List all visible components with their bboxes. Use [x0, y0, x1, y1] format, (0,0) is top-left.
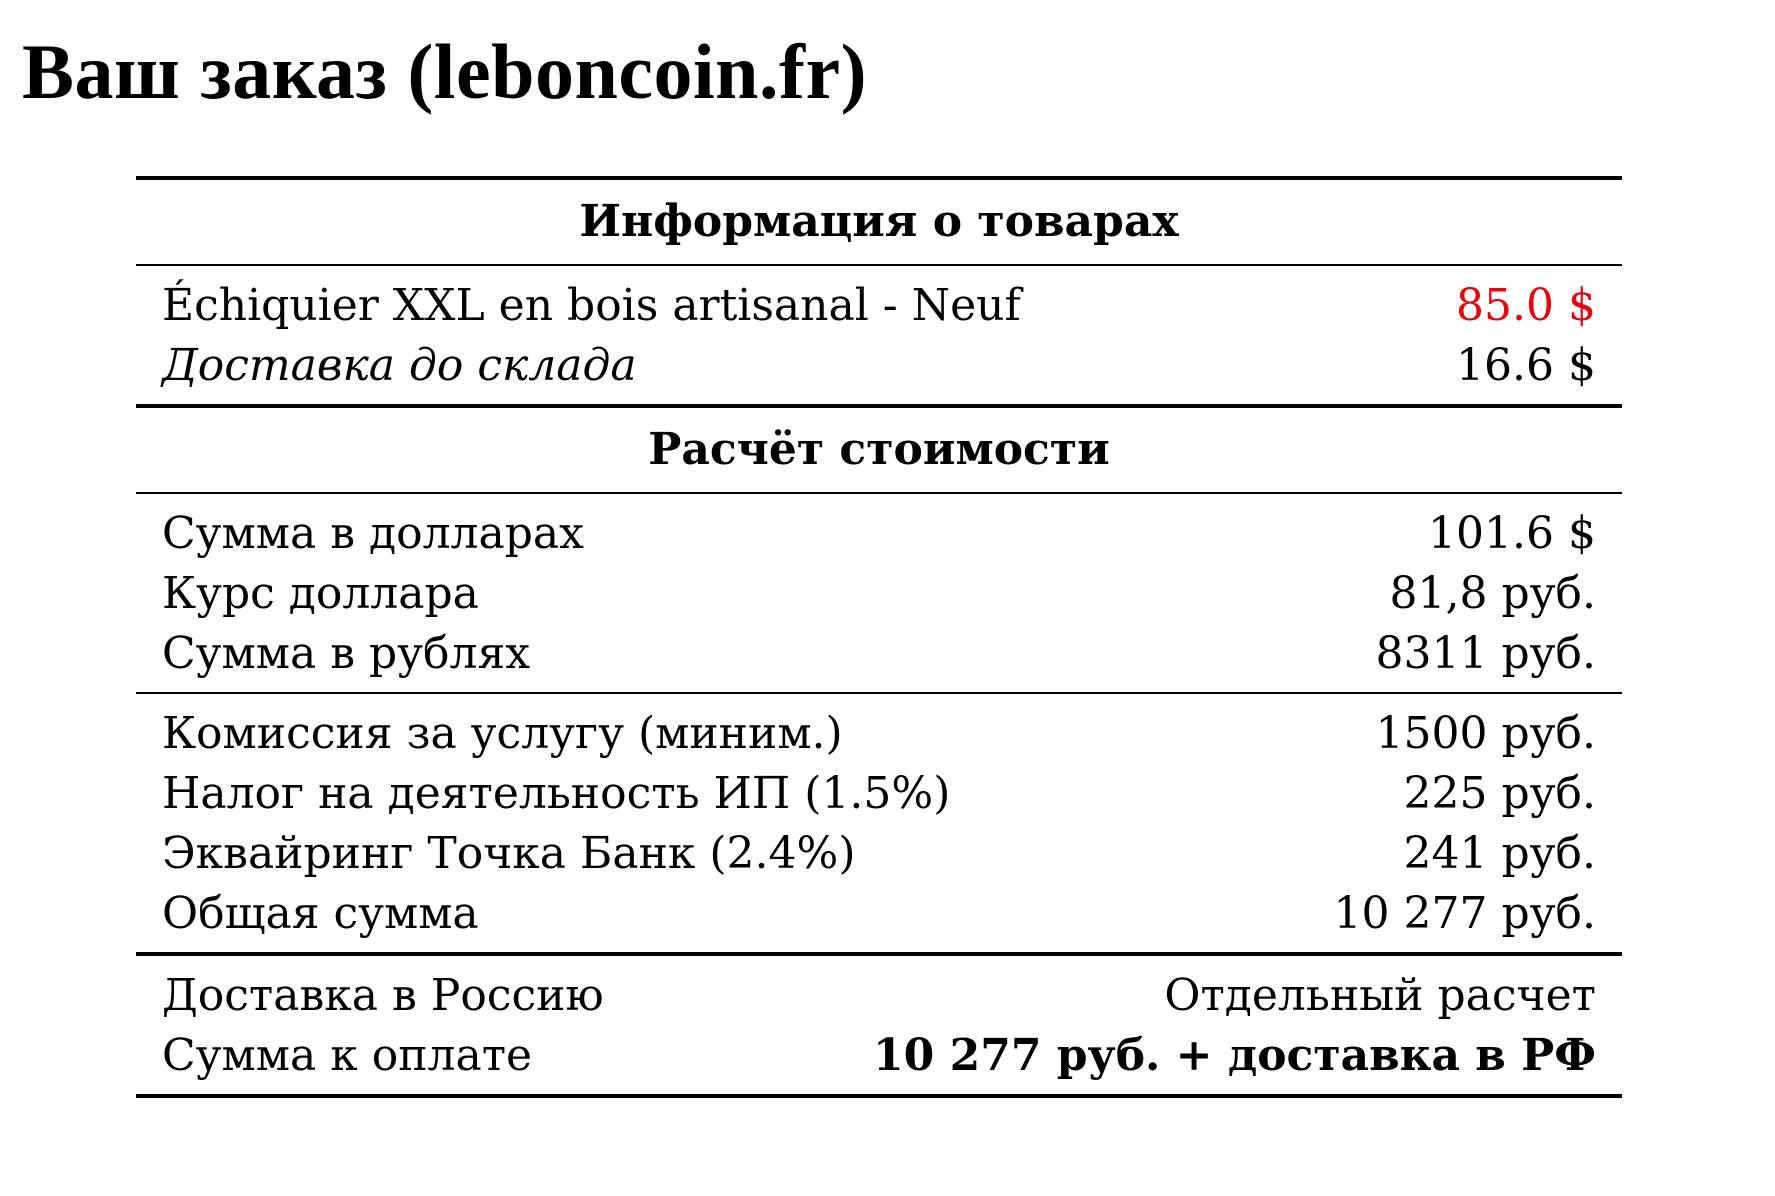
page-title: Ваш заказ (leboncoin.fr)	[22, 28, 868, 115]
service-fee-row	[162, 704, 1596, 764]
exchange-rate-label: Курс доллара	[162, 568, 479, 619]
items-section-heading: Информация о товарах	[579, 196, 1179, 247]
total-value: 10 277 руб.	[1333, 888, 1596, 939]
item-price: 85.0 $	[1456, 280, 1596, 331]
item-row	[162, 276, 1596, 336]
rub-sum-label: Сумма в рублях	[162, 628, 531, 679]
amount-due-label: Сумма к оплате	[162, 1030, 533, 1081]
usd-sum-label: Сумма в долларах	[162, 508, 584, 559]
final-block	[136, 956, 1622, 1094]
acquiring-row	[162, 824, 1596, 884]
exchange-rate-row	[162, 564, 1596, 624]
tax-value: 225 руб.	[1403, 768, 1596, 819]
russia-delivery-value: Отдельный расчет	[1164, 970, 1596, 1021]
warehouse-shipping-value: 16.6 $	[1456, 340, 1596, 391]
exchange-rate-value: 81,8 руб.	[1389, 568, 1596, 619]
items-block	[136, 266, 1622, 404]
rub-sum-row	[162, 624, 1596, 684]
service-fee-label: Комиссия за услугу (миним.)	[162, 708, 843, 759]
tax-row	[162, 764, 1596, 824]
usd-sum-value: 101.6 $	[1428, 508, 1596, 559]
total-row	[162, 884, 1596, 944]
conversion-block	[136, 494, 1622, 692]
cost-section-heading: Расчёт стоимости	[648, 424, 1110, 475]
bottom-rule	[136, 1094, 1622, 1098]
total-label: Общая сумма	[162, 888, 479, 939]
amount-due-row	[162, 1026, 1596, 1086]
warehouse-shipping-row	[162, 336, 1596, 396]
acquiring-label: Эквайринг Точка Банк (2.4%)	[162, 828, 856, 879]
tax-label: Налог на деятельность ИП (1.5%)	[162, 768, 951, 819]
item-name: Échiquier XXL en bois artisanal - Neuf	[162, 280, 1021, 331]
russia-delivery-row	[162, 966, 1596, 1026]
warehouse-shipping-label: Доставка до склада	[162, 340, 637, 391]
amount-due-value: 10 277 руб. + доставка в РФ	[873, 1030, 1596, 1081]
acquiring-value: 241 руб.	[1403, 828, 1596, 879]
usd-sum-row	[162, 504, 1596, 564]
fees-block	[136, 694, 1622, 952]
service-fee-value: 1500 руб.	[1375, 708, 1596, 759]
rub-sum-value: 8311 руб.	[1375, 628, 1596, 679]
russia-delivery-label: Доставка в Россию	[162, 970, 604, 1021]
order-summary-table	[136, 176, 1622, 1098]
